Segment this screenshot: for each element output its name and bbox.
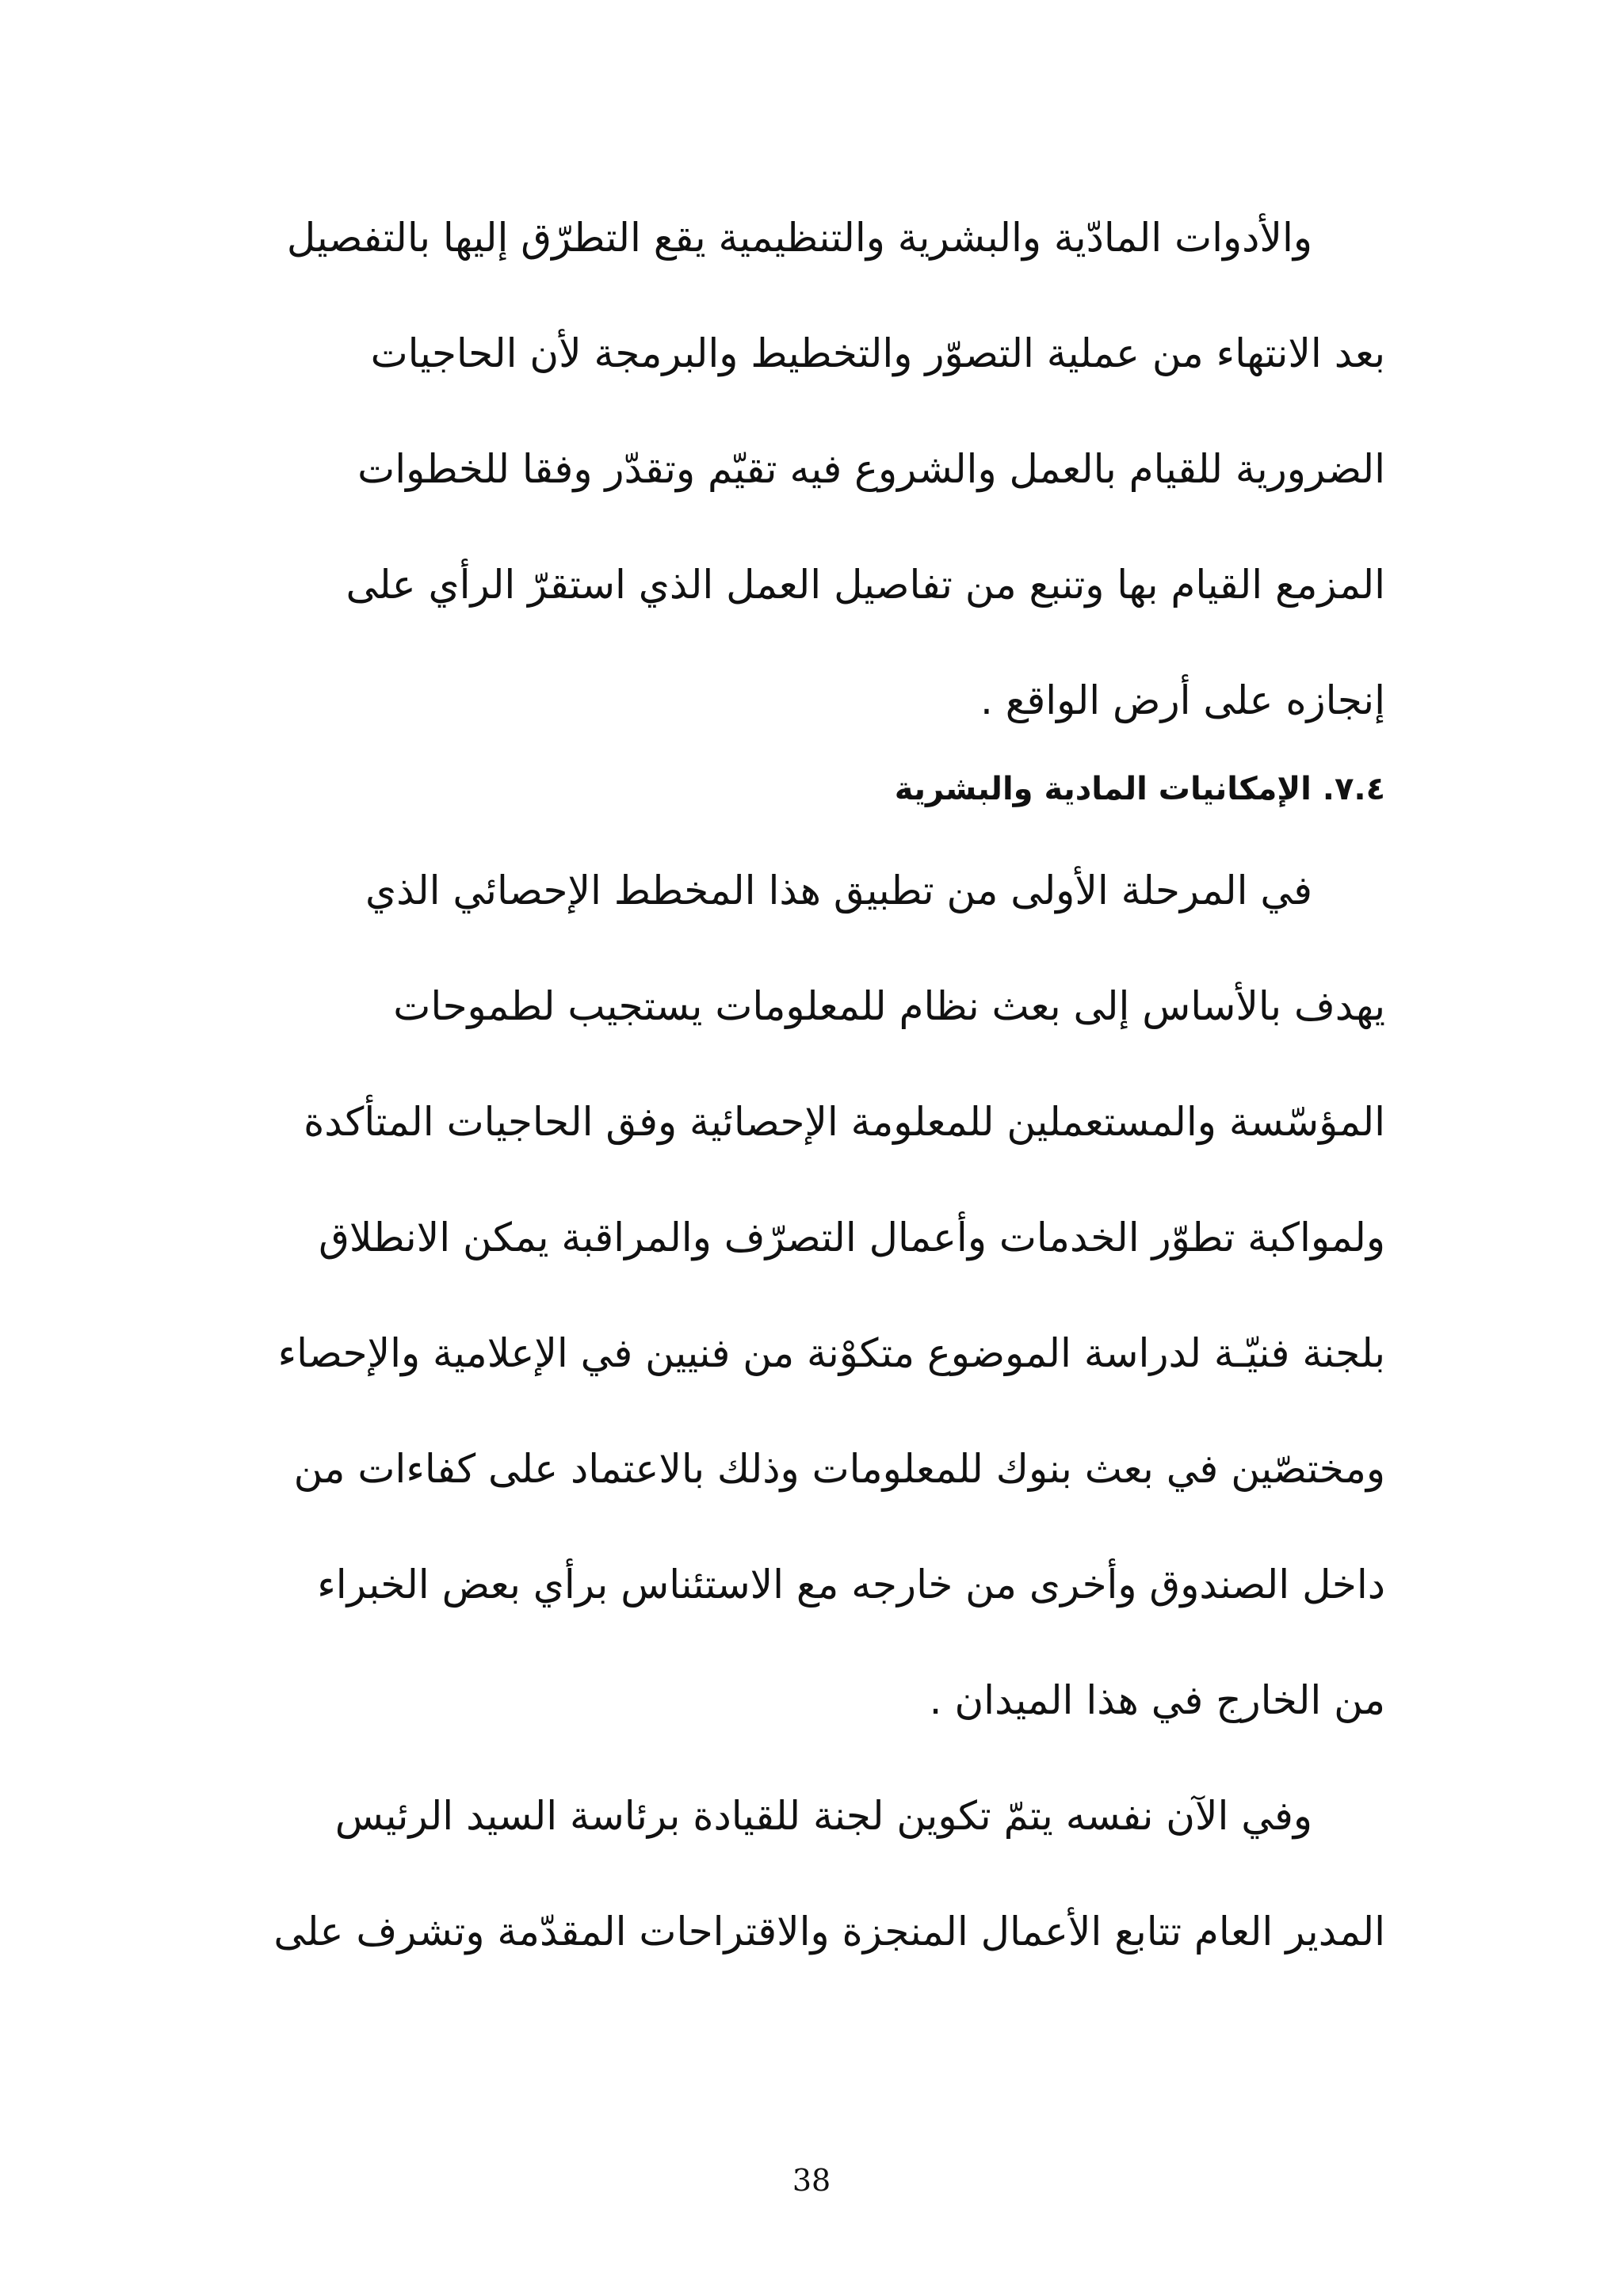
- paragraph-2-line-1: في المرحلة الأولى من تطبيق هذا المخطط الإحصائي الذي: [365, 868, 1312, 913]
- paragraph-2-line-8: من الخارج في هذا الميدان .: [929, 1677, 1385, 1723]
- paragraph-1-line-5: إنجازه على أرض الواقع .: [980, 677, 1385, 723]
- paragraph-1-line-2: بعد الانتهاء من عملية التصوّر والتخطيط والبرمجة لأن الحاجيات: [370, 330, 1385, 376]
- section-heading: ٧.٤. الإمكانيات المادية والبشرية: [894, 771, 1385, 807]
- paragraph-2-line-5: بلجنة فنيّـة لدراسة الموضوع متكوْنة من فنيين في الإعلامية والإحصاء: [277, 1330, 1385, 1376]
- paragraph-2-line-4: ولمواكبة تطوّر الخدمات وأعمال التصرّف والمراقبة يمكن الانطلاق: [319, 1215, 1385, 1261]
- paragraph-1-line-4: المزمع القيام بها وتنبع من تفاصيل العمل الذي استقرّ الرأي على: [346, 562, 1385, 608]
- paragraph-1-line-1: والأدوات المادّية والبشرية والتنظيمية يقع التطرّق إليها بالتفصيل: [286, 215, 1312, 261]
- paragraph-2-line-6: ومختصّين في بعث بنوك للمعلومات وذلك بالاعتماد على كفاءات من: [293, 1446, 1385, 1492]
- paragraph-2-line-7: داخل الصندوق وأخرى من خارجه مع الاستئناس برأي بعض الخبراء: [317, 1562, 1385, 1608]
- paragraph-3-line-2: المدير العام تتابع الأعمال المنجزة والاقتراحات المقدّمة وتشرف على: [273, 1909, 1385, 1955]
- paragraph-2-line-2: يهدف بالأساس إلى بعث نظام للمعلومات يستجيب لطموحات: [393, 983, 1385, 1029]
- page-number: 38: [792, 2163, 831, 2198]
- paragraph-1-line-3: الضرورية للقيام بالعمل والشروع فيه تقيّم وتقدّر وفقا للخطوات: [357, 446, 1385, 492]
- paragraph-3-line-1: وفي الآن نفسه يتمّ تكوين لجنة للقيادة برئاسة السيد الرئيس: [334, 1793, 1312, 1839]
- paragraph-2-line-3: المؤسّسة والمستعملين للمعلومة الإحصائية وفق الحاجيات المتأكدة: [304, 1099, 1385, 1145]
